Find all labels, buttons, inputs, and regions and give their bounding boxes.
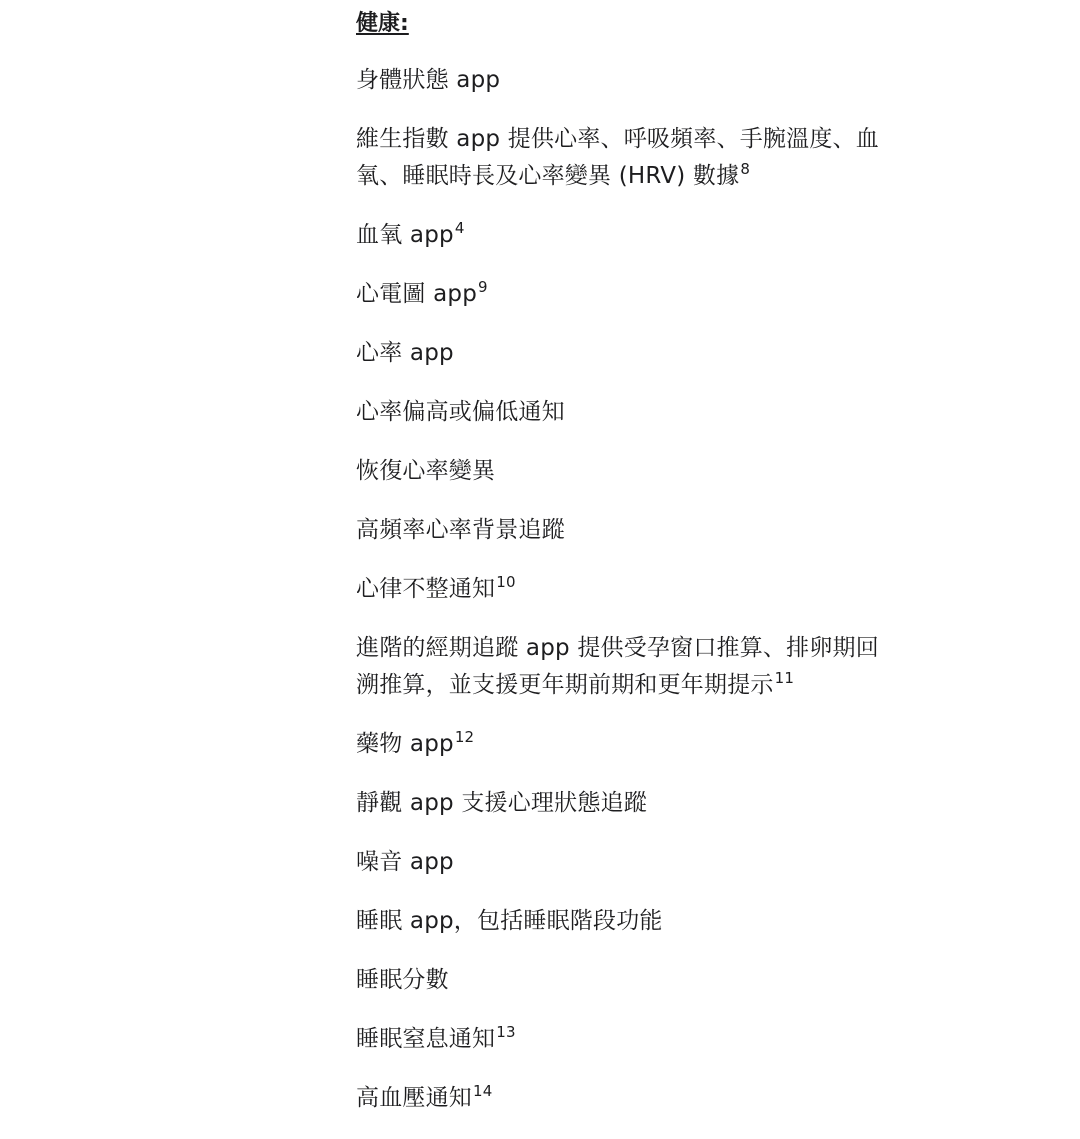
item-text: 進階的經期追蹤 app 提供受孕窗口推算、排卵期回溯推算，並支援更年期前期和更年期提示: [356, 635, 879, 698]
item-text: 高血壓通知: [356, 1085, 472, 1111]
list-item: [356, 844, 956, 881]
list-item: [356, 276, 956, 313]
footnote-marker: 8: [740, 160, 751, 179]
footnote-marker: 9: [478, 278, 488, 297]
item-text: 藥物 app: [356, 731, 454, 757]
list-item: [356, 62, 656, 99]
list-item: [356, 121, 896, 195]
item-text: 心電圖 app: [356, 281, 478, 307]
item-text: 睡眠分數: [356, 967, 449, 993]
item-text: 靜觀 app 支援心理狀態追蹤: [356, 790, 647, 816]
footnote-marker: 10: [496, 573, 516, 592]
list-item: [356, 1021, 956, 1058]
item-text: 維生指數 app 提供心率、呼吸頻率、手腕溫度、血氧、睡眠時長及心率變異 (HRV) 數據: [356, 126, 879, 189]
item-text: 睡眠 app，包括睡眠階段功能: [356, 908, 663, 934]
list-item: [356, 394, 956, 431]
footnote-marker: 14: [473, 1082, 493, 1101]
list-item: [356, 453, 956, 490]
footnote-marker: 11: [774, 669, 795, 688]
list-item: [356, 335, 956, 372]
item-text: 噪音 app: [356, 849, 454, 875]
footnote-marker: 4: [454, 219, 465, 238]
footnote-marker: 13: [496, 1023, 516, 1042]
list-item: [356, 512, 956, 549]
item-text: 恢復心率變異: [356, 458, 496, 484]
list-item: [356, 217, 956, 254]
item-text: 心率偏高或偏低通知: [356, 399, 565, 425]
section-heading: 健康:: [356, 11, 409, 36]
item-text: 血氧 app: [356, 222, 454, 248]
health-features-document: [356, 8, 956, 1139]
list-item: [356, 571, 956, 608]
list-item: [356, 785, 956, 822]
item-text: 心律不整通知: [356, 576, 496, 602]
list-item: [356, 903, 956, 940]
list-item: [356, 630, 896, 704]
item-text: 心率 app: [356, 340, 454, 366]
list-item: [356, 962, 956, 999]
footnote-marker: 12: [454, 728, 475, 747]
list-item: [356, 726, 956, 763]
item-text: 高頻率心率背景追蹤: [356, 517, 565, 543]
list-item: [356, 1080, 956, 1117]
item-text: 身體狀態 app: [356, 67, 501, 93]
item-text: 睡眠窒息通知: [356, 1026, 496, 1052]
